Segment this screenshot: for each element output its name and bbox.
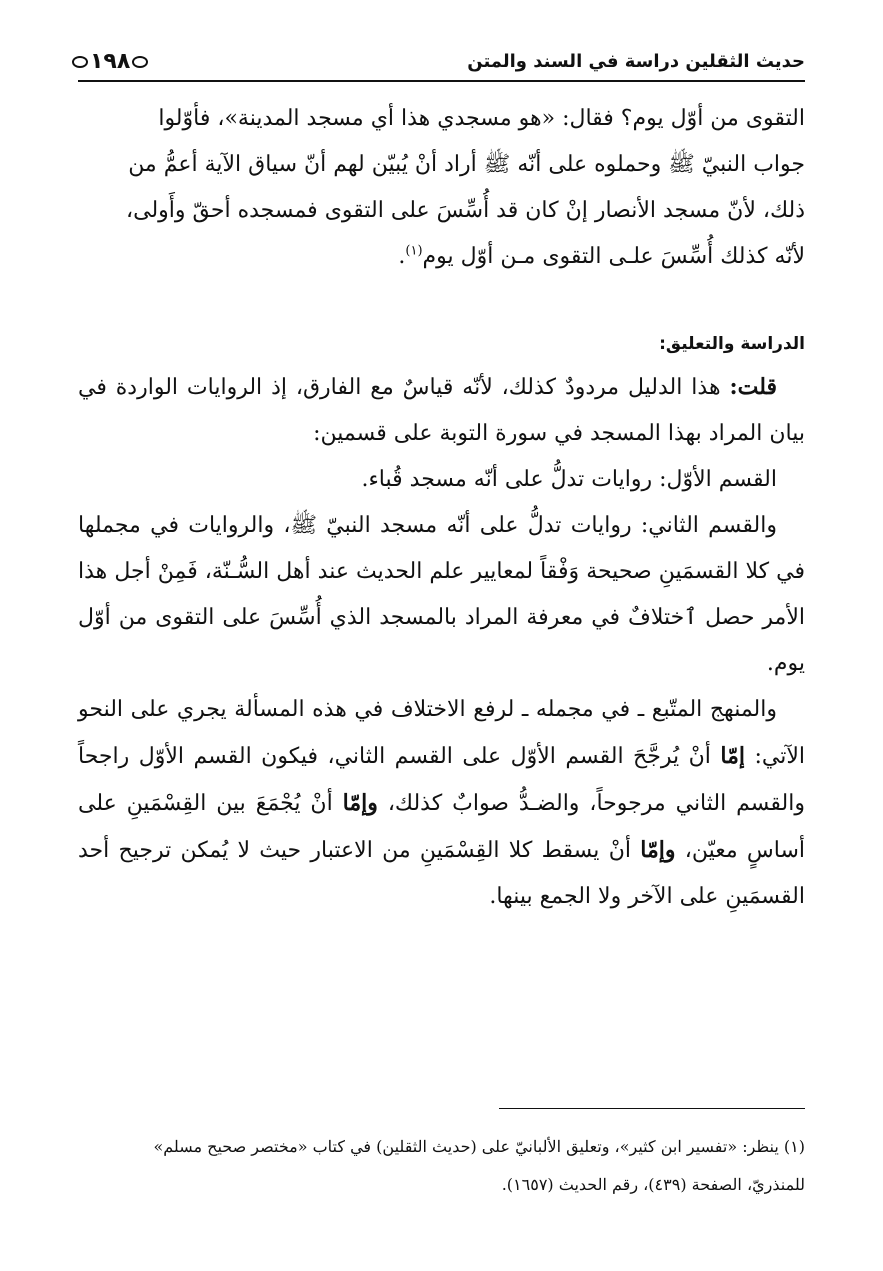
paragraph-text: هذا الدليل مردودٌ كذلك، لأنّه قياسٌ مع الفارق، إذ الروايات الواردة في بيان المراد بهذا المسجد في سورة التوبة على قسمين:	[78, 375, 805, 446]
paragraph-text: أنْ يُرجَّحَ القسم الأوّل على القسم الثاني، فيكون القسم الأوّل راجحاً والقسم الثاني مرجوحاً، والضـدُّ صوابٌ كذلك،	[78, 744, 805, 816]
emphasis: إمّا	[720, 743, 745, 769]
emphasis: وإمّا	[342, 790, 378, 816]
footnote-line: (١) ينظر: «تفسير ابن كثير»، وتعليق الألبانيّ على (حديث الثقلين) في كتاب «مختصر صحيح مسلم»	[153, 1137, 805, 1156]
footnote	[78, 1128, 805, 1204]
section-heading: الدراسة والتعليق:	[659, 334, 805, 354]
paragraph-text: أنْ يسقط كلا القِسْمَينِ من الاعتبار حيث لا يُمكن ترجيح أحد القسمَينِ على الآخر ولا الجمع بينها.	[78, 838, 805, 909]
paragraph-2: القسم الأوّل: روايات تدلُّ على أنّه مسجد قُباء.	[361, 467, 777, 492]
running-title: حديث الثقلين دراسة في السند والمتن	[467, 51, 805, 72]
page-number: ١٩٨	[78, 49, 142, 80]
footnote-line: للمنذريّ، الصفحة (٤٣٩)، رقم الحديث (١٦٥٧).	[501, 1175, 805, 1194]
intro-line: التقوى من أوّل يوم؟ فقال: «هو مسجدي هذا أي مسجد المدينة»، فأوّلوا	[158, 106, 805, 131]
paragraph-lead: قلت:	[729, 374, 777, 400]
intro-line: جواب النبيّ ﷺ وحملوه على أنّه ﷺ أراد أنْ يُبيّن لهم أنّ سياق الآية أعمُّ من	[128, 152, 805, 177]
paragraph-1	[78, 364, 805, 457]
intro-line: ذلك، لأنّ مسجد الأنصار إنْ كان قد أُسِّسَ على التقوى فمسجده أحقّ وأَولى،	[126, 198, 805, 223]
emphasis: وإمّا	[640, 837, 676, 863]
paragraph-text: أنْ يُجْمَعَ بين القِسْمَينِ على أساسٍ معيّن،	[78, 791, 805, 863]
intro-line-text: لأنّه كذلك أُسِّسَ علـى التقوى مـن أوّل يوم	[422, 244, 805, 269]
intro-line-last	[78, 234, 805, 280]
intro-line-end: .	[398, 244, 406, 269]
paragraph-3: والقسم الثاني: روايات تدلُّ على أنّه مسجد النبيّ ﷺ، والروايات في مجملها في كلا القسمَينِ صحيحة وَفْقاً لمعايير علم الحديث عند أهل السُّـنّة، فَمِنْ أجل هذا الأمر حصل ٱختلافٌ في معرفة المراد بالمسجد الذي أُسِّسَ على التقوى من أوّل يوم.	[78, 513, 805, 676]
page-header	[78, 36, 805, 82]
body-text	[78, 96, 805, 920]
spacer	[78, 280, 805, 324]
paragraph-text: والمنهج المتّبع ـ في مجمله ـ لرفع الاختلاف في هذه المسألة يجري على النحو الآتي:	[78, 697, 805, 769]
paragraph-4	[78, 687, 805, 920]
footnote-divider	[499, 1108, 805, 1109]
footnote-reference: (١)	[405, 243, 423, 259]
